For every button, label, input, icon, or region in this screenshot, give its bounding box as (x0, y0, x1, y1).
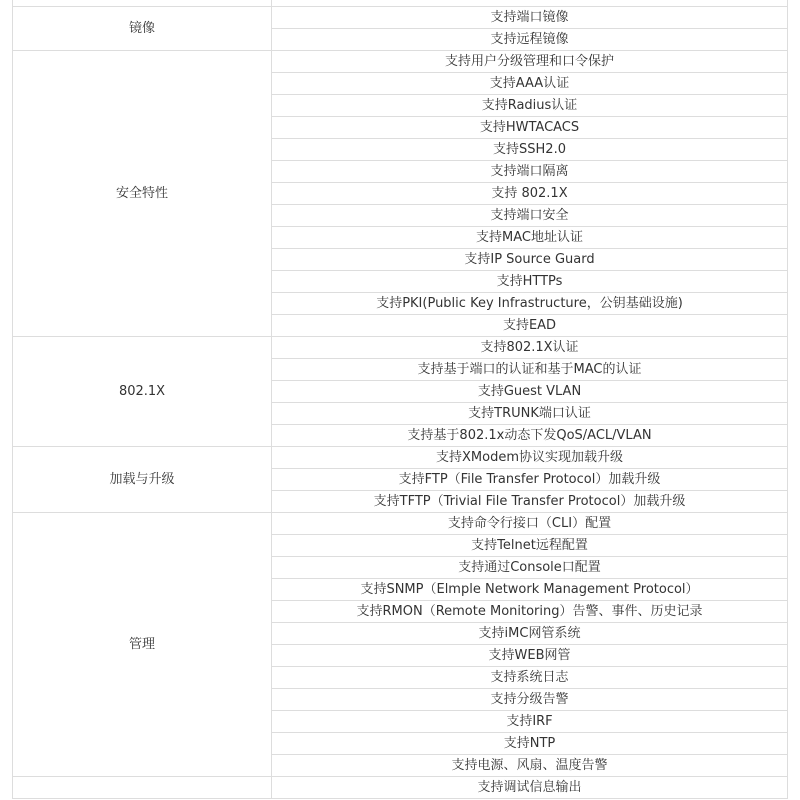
feature-cell: 支持基于802.1x动态下发QoS/ACL/VLAN (272, 425, 788, 447)
feature-cell: 支持SSH2.0 (272, 139, 788, 161)
feature-cell: 支持Guest VLAN (272, 381, 788, 403)
feature-cell: 支持Telnet远程配置 (272, 535, 788, 557)
feature-cell: 支持XModem协议实现加载升级 (272, 447, 788, 469)
feature-cell: 支持FTP（File Transfer Protocol）加载升级 (272, 469, 788, 491)
feature-cell: 支持Radius认证 (272, 95, 788, 117)
feature-cell: 支持 802.1X (272, 183, 788, 205)
feature-cell: 支持IRF (272, 711, 788, 733)
table-row (13, 447, 788, 469)
feature-cell: 支持802.1X认证 (272, 337, 788, 359)
feature-cell: 支持AAA认证 (272, 73, 788, 95)
spec-table (12, 0, 788, 799)
table-row (13, 337, 788, 359)
feature-cell: 支持分级告警 (272, 689, 788, 711)
feature-cell: 支持HWTACACS (272, 117, 788, 139)
feature-cell: 支持端口安全 (272, 205, 788, 227)
feature-cell: 支持调试信息输出 (272, 777, 788, 799)
table-row (13, 513, 788, 535)
feature-cell: 支持命令行接口（CLI）配置 (272, 513, 788, 535)
feature-cell: 支持通过Console口配置 (272, 557, 788, 579)
feature-cell: 支持iMC网管系统 (272, 623, 788, 645)
feature-cell: 支持远程镜像 (272, 29, 788, 51)
feature-cell: 支持PKI(Public Key Infrastructure，公钥基础设施) (272, 293, 788, 315)
feature-cell: 支持端口隔离 (272, 161, 788, 183)
category-cell: 镜像 (13, 7, 272, 51)
feature-cell: 支持TRUNK端口认证 (272, 403, 788, 425)
feature-cell: 支持NTP (272, 733, 788, 755)
table-row (13, 7, 788, 29)
table-row (13, 51, 788, 73)
feature-cell: 支持端口镜像 (272, 7, 788, 29)
category-cell (13, 777, 272, 799)
feature-cell: 支持系统日志 (272, 667, 788, 689)
feature-cell: 支持WEB网管 (272, 645, 788, 667)
category-cell: 管理 (13, 513, 272, 777)
feature-cell: 支持SNMP（Elmple Network Management Protocol） (272, 579, 788, 601)
category-cell: 加载与升级 (13, 447, 272, 513)
spec-table-body (13, 0, 788, 799)
feature-cell: 支持EAD (272, 315, 788, 337)
category-cell: 安全特性 (13, 51, 272, 337)
feature-cell: 支持TFTP（Trivial File Transfer Protocol）加载升级 (272, 491, 788, 513)
feature-cell: 支持用户分级管理和口令保护 (272, 51, 788, 73)
feature-cell: 支持RMON（Remote Monitoring）告警、事件、历史记录 (272, 601, 788, 623)
feature-cell: 支持HTTPs (272, 271, 788, 293)
feature-cell: 支持电源、风扇、温度告警 (272, 755, 788, 777)
feature-cell: 支持基于端口的认证和基于MAC的认证 (272, 359, 788, 381)
feature-cell: 支持IP Source Guard (272, 249, 788, 271)
feature-cell: 支持MAC地址认证 (272, 227, 788, 249)
table-row (13, 777, 788, 799)
category-cell: 802.1X (13, 337, 272, 447)
